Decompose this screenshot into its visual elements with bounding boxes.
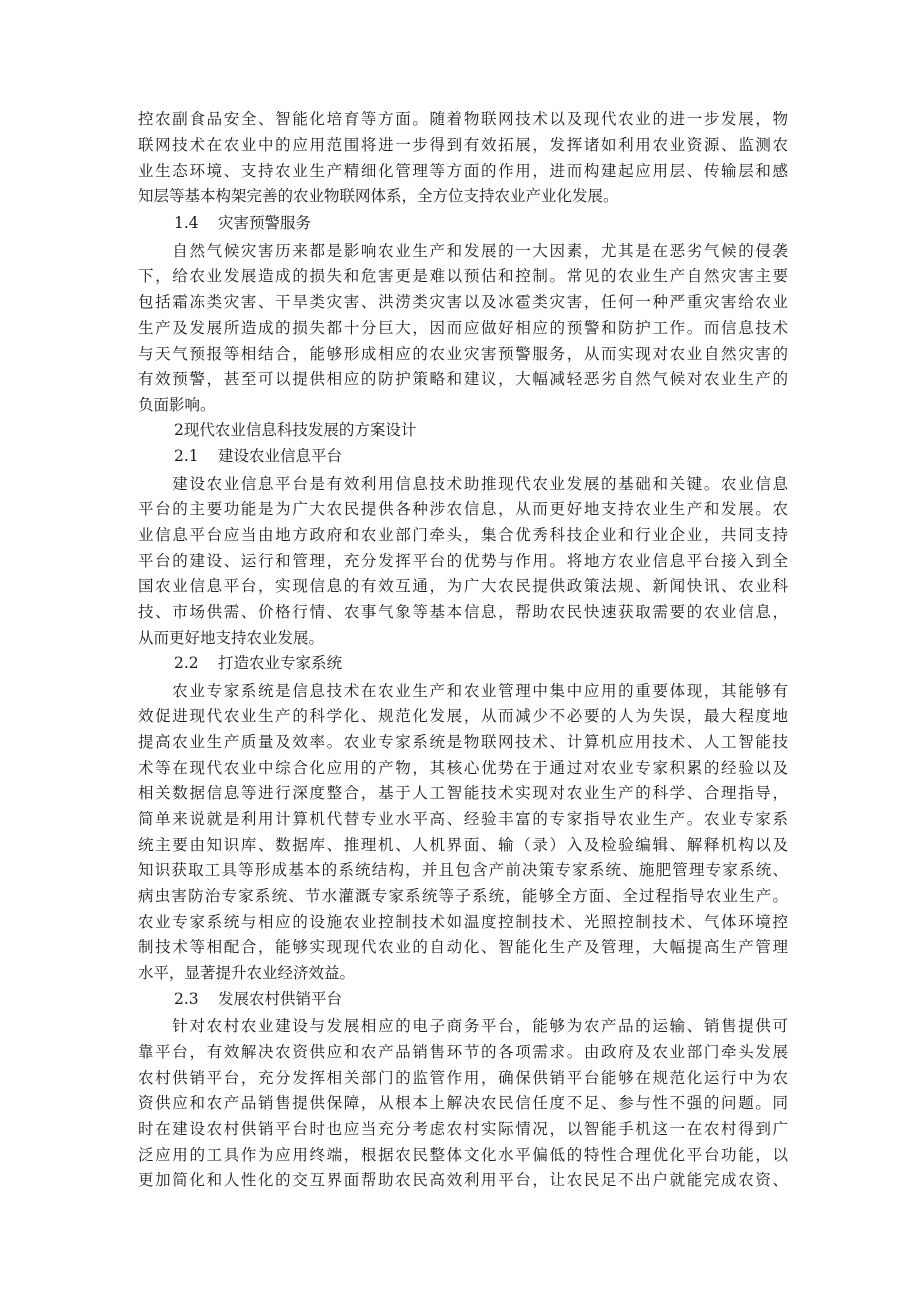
paragraph-line: 制技术等相配合，能够实现现代农业的自动化、智能化生产及管理，大幅提高生产管理 [138, 938, 788, 956]
paragraph-line: 建设农业信息平台是有效利用信息技术助推现代农业发展的基础和关键。农业信息 [138, 475, 788, 493]
paragraph-line: 相关数据信息等进行深度整合，基于人工智能技术实现对农业生产的科学、合理指导， [138, 784, 788, 802]
paragraph-line: 负面影响。 [138, 396, 216, 414]
paragraph-line: 平台的建设、运行和管理，充分发挥平台的优势与作用。将地方农业信息平台接入到全 [138, 552, 788, 570]
paragraph-line: 下，给农业发展造成的损失和危害更是难以预估和控制。常见的农业生产自然灾害主要 [138, 267, 788, 285]
section-title: 建设农业信息平台 [218, 447, 343, 465]
section-number: 2.1 [174, 447, 199, 465]
section-number: 2.3 [174, 990, 199, 1008]
paragraph-line: 从而更好地支持农业发展。 [138, 629, 325, 647]
paragraph-line: 与天气预报等相结合，能够形成相应的农业灾害预警服务，从而实现对农业自然灾害的 [138, 345, 788, 363]
section-number: 2.2 [174, 654, 199, 672]
paragraph-line: 时在建设农村供销平台时也应当充分考虑农村实际情况，以智能手机这一在农村得到广 [138, 1120, 788, 1138]
section-title: 灾害预警服务 [218, 214, 312, 232]
section-heading-2-3 [0, 987, 920, 1012]
paragraph-line: 提高农业生产质量及效率。农业专家系统是物联网技术、计算机应用技术、人工智能技 [138, 733, 788, 751]
paragraph-line: 更加简化和人性化的交互界面帮助农民高效利用平台，让农民足不出户就能完成农资、 [138, 1171, 788, 1189]
paragraph-line: 有效预警，甚至可以提供相应的防护策略和建议，大幅减轻恶劣自然气候对农业生产的 [138, 370, 788, 388]
paragraph-line: 泛应用的工具作为应用终端，根据农民整体文化水平偏低的特性合理优化平台功能，以 [138, 1146, 788, 1164]
paragraph-line: 技、市场供需、价格行情、农事气象等基本信息，帮助农民快速获取需要的农业信息， [138, 603, 788, 621]
paragraph-line: 业信息平台应当由地方政府和农业部门牵头，集合优秀科技企业和行业企业，共同支持 [138, 526, 788, 544]
paragraph-line: 控农副食品安全、智能化培育等方面。随着物联网技术以及现代农业的进一步发展，物 [138, 110, 788, 128]
paragraph-line: 靠平台，有效解决农资供应和农产品销售环节的各项需求。由政府及农业部门牵头发展 [138, 1043, 788, 1061]
paragraph-line: 国农业信息平台，实现信息的有效互通，为广大农民提供政策法规、新闻快讯、农业科 [138, 577, 788, 595]
paragraph-line: 效促进现代农业生产的科学化、规范化发展，从而减少不必要的人为失误，最大程度地 [138, 707, 788, 725]
section-heading-1-4 [0, 211, 920, 236]
paragraph-line: 术等在现代农业中综合化应用的产物，其核心优势在于通过对农业专家积累的经验以及 [138, 759, 788, 777]
paragraph-line: 农业专家系统是信息技术在农业生产和农业管理中集中应用的重要体现，其能够有 [138, 682, 788, 700]
paragraph-line: 生产及发展所造成的损失都十分巨大，因而应做好相应的预警和防护工作。而信息技术 [138, 319, 788, 337]
section-number: 1.4 [174, 214, 199, 232]
paragraph-line: 水平，显著提升农业经济效益。 [138, 964, 356, 982]
section-title: 打造农业专家系统 [218, 654, 343, 672]
paragraph-line: 农村供销平台，充分发挥相关部门的监管作用，确保供销平台能够在规范化运行中为农 [138, 1069, 788, 1087]
paragraph-line: 农业专家系统与相应的设施农业控制技术如温度控制技术、光照控制技术、气体环境控 [138, 913, 788, 931]
section-heading-2-1 [0, 444, 920, 469]
paragraph-line: 简单来说就是利用计算机代替专业水平高、经验丰富的专家指导农业生产。农业专家系 [138, 810, 788, 828]
paragraph-line: 平台的主要功能是为广大农民提供各种涉农信息，从而更好地支持农业生产和发展。农 [138, 500, 788, 518]
paragraph-line: 病虫害防治专家系统、节水灌溉专家系统等子系统，能够全方面、全过程指导农业生产。 [138, 887, 788, 905]
paragraph-line: 包括霜冻类灾害、干旱类灾害、洪涝类灾害以及冰雹类灾害，任何一种严重灾害给农业 [138, 293, 788, 311]
paragraph-line: 业生态环境、支持农业生产精细化管理等方面的作用，进而构建起应用层、传输层和感 [138, 162, 788, 180]
section-title: 发展农村供销平台 [218, 990, 343, 1008]
paragraph-line: 联网技术在农业中的应用范围将进一步得到有效拓展，发挥诸如利用农业资源、监测农 [138, 136, 788, 154]
section-heading-2-2 [0, 651, 920, 676]
paragraph-line: 针对农村农业建设与发展相应的电子商务平台，能够为农产品的运输、销售提供可 [138, 1017, 788, 1035]
chapter-heading-2: 2现代农业信息科技发展的方案设计 [174, 421, 417, 439]
paragraph-line: 知识获取工具等形成基本的系统结构，并且包含产前决策专家系统、施肥管理专家系统、 [138, 861, 788, 879]
paragraph-line: 资供应和农产品销售提供保障，从根本上解决农民信任度不足、参与性不强的问题。同 [138, 1094, 788, 1112]
paragraph-line: 知层等基本构架完善的农业物联网体系，全方位支持农业产业化发展。 [138, 187, 619, 205]
paragraph-line: 统主要由知识库、数据库、推理机、人机界面、输（录）入及检验编辑、解释机构以及 [138, 836, 788, 854]
paragraph-line: 自然气候灾害历来都是影响农业生产和发展的一大因素，尤其是在恶劣气候的侵袭 [138, 242, 788, 260]
